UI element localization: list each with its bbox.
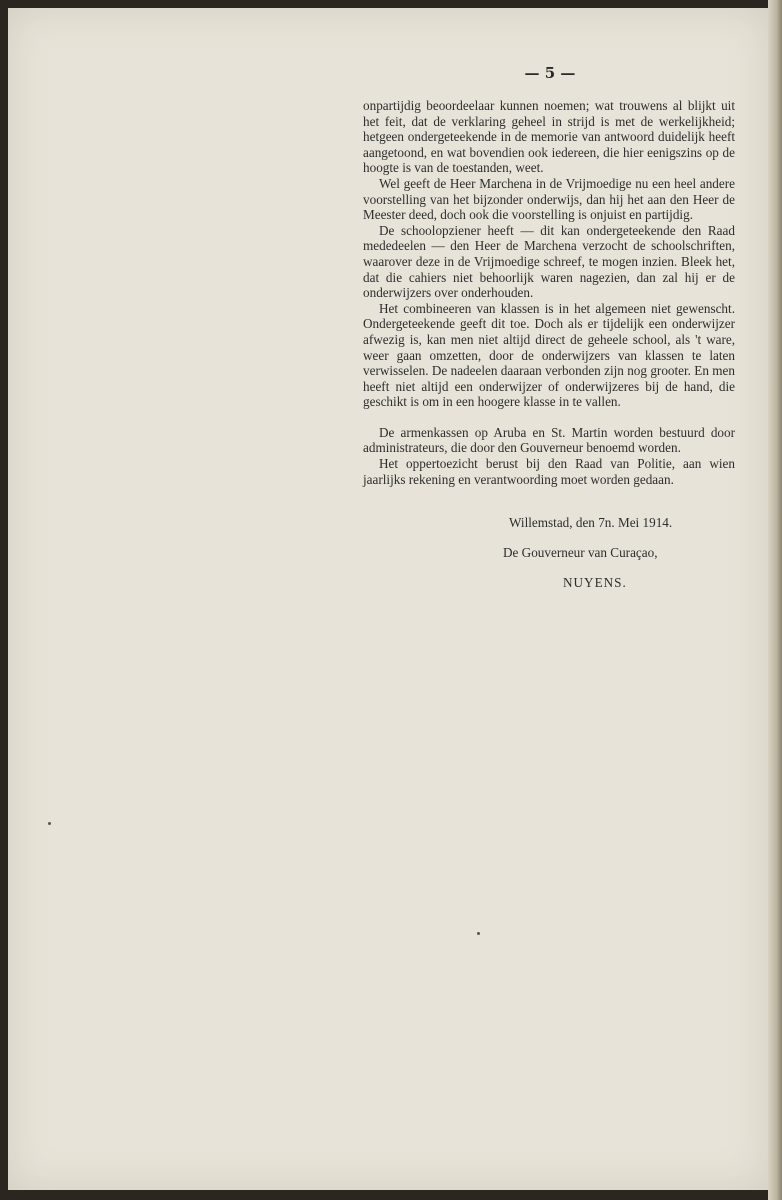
paragraph-2: Wel geeft de Heer Marchena in de Vrijmoedige nu een heel andere voorstelling van het bijzonder onderwijs, dan hij het aan den Heer de Meester deed, doch ook die voorstelling is onjuist en partijdig. <box>363 175 735 223</box>
page-edge <box>768 0 782 1200</box>
paragraph-3: De schoolopziener heeft — dit kan ondergeteekende den Raad mededeelen — den Heer de Marchena verzocht de schoolschriften, waarover deze in de Vrijmoedige schreef, te mogen inzien. Bleek het, dat die cahiers niet behoorlijk waren nagezien, dan zal hij er de onderwijzers over onderhouden. <box>363 222 735 301</box>
paragraph-4: Het combineeren van klassen is in het algemeen niet gewenscht. Ondergeteekende geeft dit toe. Doch als er tijdelijk een onderwijzer afwezig is, kan men niet altijd direct de geheele school, als 't ware, weer gaan omzetten, door de onderwijzers van klassen te laten verwisselen. De nadeelen daaraan verbonden zijn nog grooter. En men heeft niet altijd een onderwijzer of onderwijzeres bij de hand, die geschikt is om in een hoogere klasse in te vallen. <box>363 300 735 410</box>
paragraph-5: De armenkassen op Aruba en St. Martin worden bestuurd door administrateurs, die door den Gouverneur benoemd worden. <box>363 424 735 456</box>
signature-name: NUYENS. <box>563 575 627 590</box>
paragraph-1: onpartijdig beoordeelaar kunnen noemen; wat trouwens al blijkt uit het feit, dat de verklaring geheel in strijd is met de werkelijkheid; hetgeen ondergeteekende in de memorie van antwoord duidelijk heeft aangetoond, en wat bovendien ook iedereen, die hier eenigszins op de hoogte is van de toestanden, weet. <box>363 98 735 176</box>
paragraph-6: Het oppertoezicht berust bij den Raad van Politie, aan wien jaarlijks rekening en verantwoording moet worden gedaan. <box>363 456 735 487</box>
date-line: Willemstad, den 7n. Mei 1914. <box>509 515 673 530</box>
body-text <box>363 98 735 487</box>
signatory-title: De Gouverneur van Curaçao, <box>503 545 658 560</box>
paper-speck <box>48 822 51 825</box>
paper-speck <box>477 932 480 935</box>
page-number: — 5 — <box>524 64 576 82</box>
